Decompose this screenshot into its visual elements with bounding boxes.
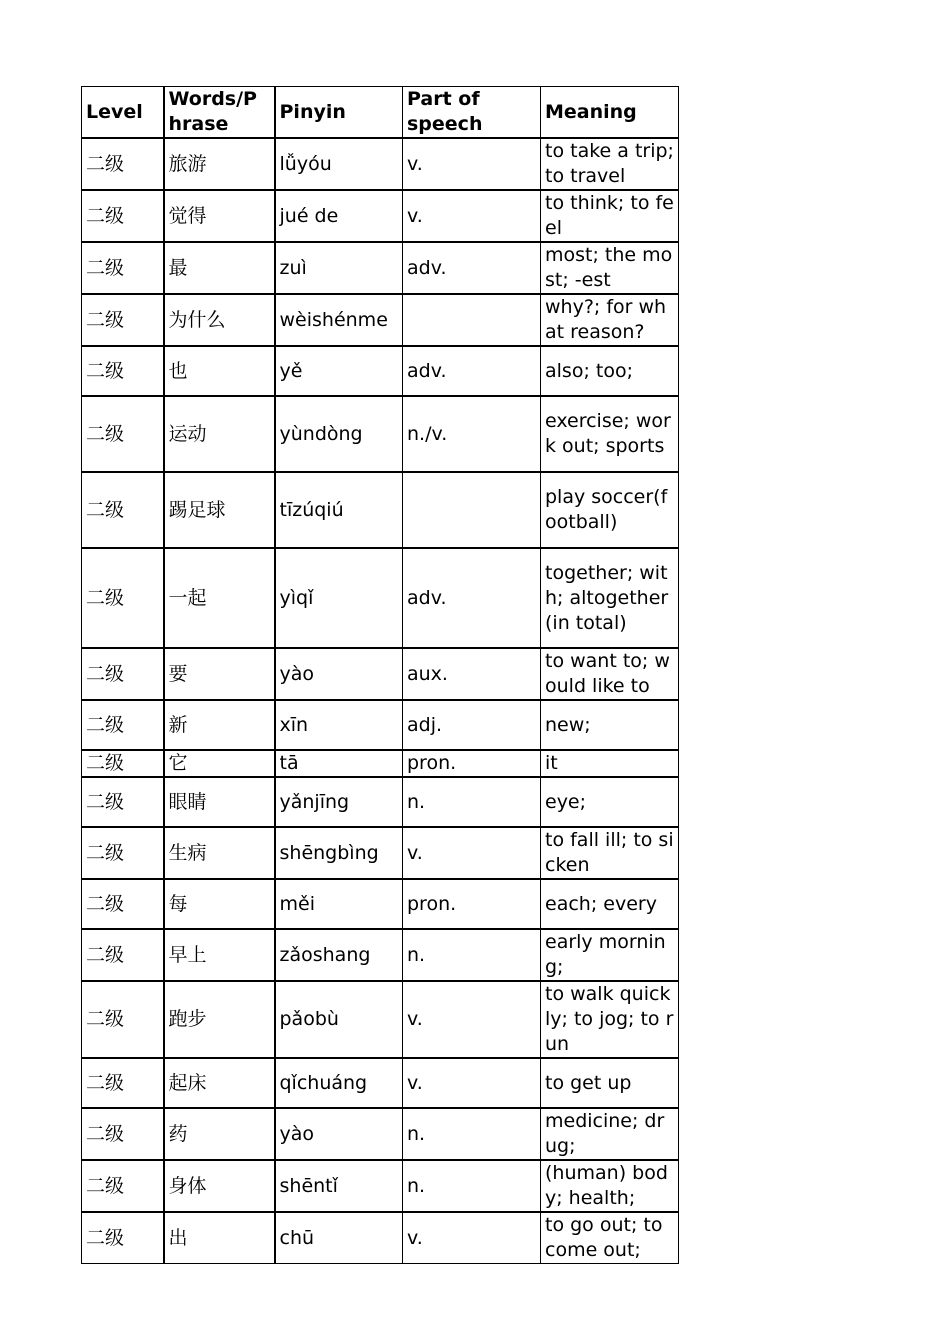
table-row — [82, 242, 679, 294]
word-cell: 踢足球 — [164, 472, 275, 548]
word-cell: 生病 — [164, 827, 275, 879]
meaning-cell: to take a trip; to travel — [541, 138, 679, 190]
word-cell: 运动 — [164, 396, 275, 472]
word-cell: 新 — [164, 700, 275, 750]
word-cell: 它 — [164, 750, 275, 777]
pinyin-cell: wèishénme — [275, 294, 403, 346]
table-row — [82, 190, 679, 242]
part-of-speech-cell: pron. — [403, 879, 541, 929]
pinyin-cell: shēngbìng — [275, 827, 403, 879]
part-of-speech-cell: adv. — [403, 548, 541, 648]
word-cell: 最 — [164, 242, 275, 294]
part-of-speech-cell: v. — [403, 981, 541, 1058]
level-cell: 二级 — [82, 396, 164, 472]
meaning-cell: new; — [541, 700, 679, 750]
meaning-cell: play soccer(football) — [541, 472, 679, 548]
level-cell: 二级 — [82, 1212, 164, 1264]
meaning-cell: to go out; to come out; — [541, 1212, 679, 1264]
part-of-speech-cell: n. — [403, 1108, 541, 1160]
level-cell: 二级 — [82, 648, 164, 700]
meaning-cell: eye; — [541, 777, 679, 827]
pinyin-cell: zǎoshang — [275, 929, 403, 981]
pinyin-cell: zuì — [275, 242, 403, 294]
table-row — [82, 396, 679, 472]
table-row — [82, 750, 679, 777]
part-of-speech-cell: pron. — [403, 750, 541, 777]
meaning-cell: (human) body; health; — [541, 1160, 679, 1212]
level-cell: 二级 — [82, 472, 164, 548]
level-cell: 二级 — [82, 777, 164, 827]
part-of-speech-cell: adj. — [403, 700, 541, 750]
part-of-speech-cell: v. — [403, 1058, 541, 1108]
pinyin-cell: yǎnjīng — [275, 777, 403, 827]
part-of-speech-cell — [403, 294, 541, 346]
vocabulary-table — [81, 86, 679, 1264]
level-cell: 二级 — [82, 548, 164, 648]
meaning-cell: also; too; — [541, 346, 679, 396]
pinyin-cell: yào — [275, 1108, 403, 1160]
level-cell: 二级 — [82, 1108, 164, 1160]
pinyin-cell: tīzúqiú — [275, 472, 403, 548]
table-row — [82, 929, 679, 981]
part-of-speech-cell: n./v. — [403, 396, 541, 472]
table-row — [82, 138, 679, 190]
level-cell: 二级 — [82, 827, 164, 879]
part-of-speech-cell — [403, 472, 541, 548]
level-cell: 二级 — [82, 981, 164, 1058]
word-cell: 起床 — [164, 1058, 275, 1108]
header-level: Level — [82, 87, 164, 139]
word-cell: 觉得 — [164, 190, 275, 242]
level-cell: 二级 — [82, 294, 164, 346]
word-cell: 也 — [164, 346, 275, 396]
meaning-cell: exercise; work out; sports — [541, 396, 679, 472]
pinyin-cell: yìqǐ — [275, 548, 403, 648]
level-cell: 二级 — [82, 879, 164, 929]
meaning-cell: most; the most; -est — [541, 242, 679, 294]
word-cell: 早上 — [164, 929, 275, 981]
pinyin-cell: yùndòng — [275, 396, 403, 472]
pinyin-cell: lǚyóu — [275, 138, 403, 190]
meaning-cell: to want to; would like to — [541, 648, 679, 700]
level-cell: 二级 — [82, 700, 164, 750]
word-cell: 一起 — [164, 548, 275, 648]
table-row — [82, 294, 679, 346]
header-row — [82, 87, 679, 139]
level-cell: 二级 — [82, 138, 164, 190]
table-row — [82, 346, 679, 396]
meaning-cell: together; with; altogether (in total) — [541, 548, 679, 648]
table-row — [82, 827, 679, 879]
table-row — [82, 648, 679, 700]
table-row — [82, 879, 679, 929]
word-cell: 要 — [164, 648, 275, 700]
part-of-speech-cell: n. — [403, 777, 541, 827]
meaning-cell: why?; for what reason? — [541, 294, 679, 346]
meaning-cell: medicine; drug; — [541, 1108, 679, 1160]
part-of-speech-cell: aux. — [403, 648, 541, 700]
pinyin-cell: tā — [275, 750, 403, 777]
meaning-cell: to walk quickly; to jog; to run — [541, 981, 679, 1058]
word-cell: 旅游 — [164, 138, 275, 190]
level-cell: 二级 — [82, 346, 164, 396]
table-row — [82, 1108, 679, 1160]
pinyin-cell: jué de — [275, 190, 403, 242]
vocabulary-body — [82, 138, 679, 1264]
pinyin-cell: pǎobù — [275, 981, 403, 1058]
word-cell: 眼睛 — [164, 777, 275, 827]
level-cell: 二级 — [82, 190, 164, 242]
pinyin-cell: shēntǐ — [275, 1160, 403, 1212]
pinyin-cell: chū — [275, 1212, 403, 1264]
part-of-speech-cell: v. — [403, 827, 541, 879]
level-cell: 二级 — [82, 750, 164, 777]
header-meaning: Meaning — [541, 87, 679, 139]
word-cell: 跑步 — [164, 981, 275, 1058]
meaning-cell: to fall ill; to sicken — [541, 827, 679, 879]
part-of-speech-cell: n. — [403, 929, 541, 981]
part-of-speech-cell: adv. — [403, 346, 541, 396]
part-of-speech-cell: adv. — [403, 242, 541, 294]
part-of-speech-cell: n. — [403, 1160, 541, 1212]
table-row — [82, 981, 679, 1058]
pinyin-cell: yào — [275, 648, 403, 700]
part-of-speech-cell: v. — [403, 138, 541, 190]
meaning-cell: it — [541, 750, 679, 777]
header-word: Words/Phrase — [164, 87, 275, 139]
level-cell: 二级 — [82, 1160, 164, 1212]
table-row — [82, 548, 679, 648]
word-cell: 药 — [164, 1108, 275, 1160]
pinyin-cell: xīn — [275, 700, 403, 750]
table-row — [82, 1212, 679, 1264]
table-row — [82, 700, 679, 750]
part-of-speech-cell: v. — [403, 190, 541, 242]
table-row — [82, 1058, 679, 1108]
level-cell: 二级 — [82, 929, 164, 981]
table-row — [82, 777, 679, 827]
pinyin-cell: yě — [275, 346, 403, 396]
meaning-cell: each; every — [541, 879, 679, 929]
level-cell: 二级 — [82, 1058, 164, 1108]
header-part-of-speech: Part of speech — [403, 87, 541, 139]
level-cell: 二级 — [82, 242, 164, 294]
meaning-cell: early morning; — [541, 929, 679, 981]
table-row — [82, 472, 679, 548]
pinyin-cell: měi — [275, 879, 403, 929]
part-of-speech-cell: v. — [403, 1212, 541, 1264]
word-cell: 为什么 — [164, 294, 275, 346]
word-cell: 出 — [164, 1212, 275, 1264]
meaning-cell: to get up — [541, 1058, 679, 1108]
pinyin-cell: qǐchuáng — [275, 1058, 403, 1108]
word-cell: 身体 — [164, 1160, 275, 1212]
header-pinyin: Pinyin — [275, 87, 403, 139]
word-cell: 每 — [164, 879, 275, 929]
table-row — [82, 1160, 679, 1212]
meaning-cell: to think; to feel — [541, 190, 679, 242]
